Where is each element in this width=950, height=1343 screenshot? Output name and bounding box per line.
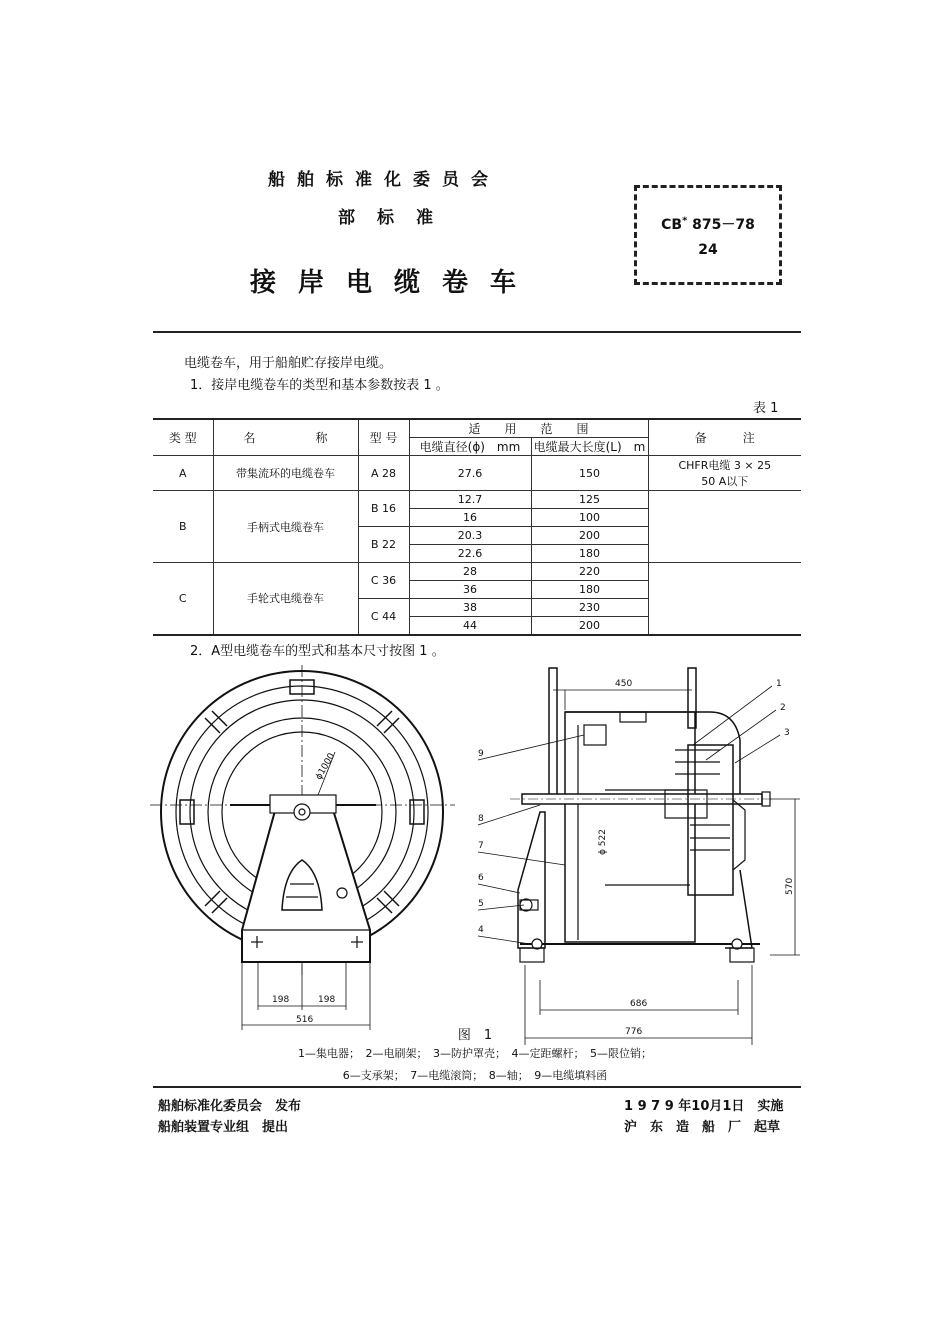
dim-198-left: 198 [272,995,290,1005]
standard-type-heading: 部标准 [338,208,455,228]
callout: 9 [478,749,484,759]
dim-d522: ϕ 522 [598,829,608,855]
footer-publisher: 船舶标准化委员会 发布 [158,1099,302,1114]
front-view [150,665,455,1030]
table-cell: 180 [531,581,648,599]
side-view [478,668,800,1045]
footer-drafter: 沪 东 造 船 厂 起草 [624,1120,781,1135]
table-cell: A 28 [358,456,409,491]
figure-caption: 图 1 [457,1028,493,1043]
intro-line-1: 电缆卷车，用于船舶贮存接岸电缆。 [184,356,393,371]
dim-516: 516 [296,1015,314,1025]
table-cell-note [648,563,801,635]
table-label: 表 1 [753,401,779,416]
table-cell: 230 [531,599,648,617]
header-name: 名 称 [213,419,358,456]
table-cell: C 44 [358,599,409,635]
dim-198-right: 198 [318,995,336,1005]
table-cell: 38 [409,599,531,617]
dim-570: 570 [785,877,795,895]
table-cell: A [153,456,213,491]
table-cell: 125 [531,491,648,509]
table-cell: 带集流环的电缆卷车 [213,456,358,491]
table-cell: 200 [531,527,648,545]
callout: 7 [478,841,484,851]
header-note: 备 注 [648,419,801,456]
table-cell-note: CHFR电缆 3 × 25 50 A以下 [648,456,801,491]
header-length: 电缆最大长度(L) m [531,438,648,456]
callout: 8 [478,814,484,824]
callout: 5 [478,899,484,909]
table-cell: 36 [409,581,531,599]
table-cell: C [153,563,213,635]
table-cell: 20.3 [409,527,531,545]
dim-d1000: ϕ1000 [314,751,338,782]
header-model: 型 号 [358,419,409,456]
table-cell: 28 [409,563,531,581]
callout: 6 [478,873,484,883]
table-cell: B [153,491,213,563]
header-type: 类 型 [153,419,213,456]
page-title: 接岸电缆卷车 [250,268,539,298]
table-cell: 12.7 [409,491,531,509]
intro-line-2: 1．接岸电缆卷车的类型和基本参数按表 1 。 [190,378,449,393]
figure-1-drawing [0,655,950,1055]
figure-legend-2: 6—支承架； 7—电缆滚筒； 8—轴； 9—电缆填料函 [342,1069,608,1082]
table-cell: 200 [531,617,648,635]
table-cell: 220 [531,563,648,581]
dim-450: 450 [615,679,633,689]
table-cell-note [648,491,801,563]
standard-code: CB* 875－78 [661,215,755,233]
dim-686: 686 [630,999,648,1009]
committee-heading: 船舶标准化委员会 [268,170,500,190]
table-cell: 手柄式电缆卷车 [213,491,358,563]
table-cell: 16 [409,509,531,527]
bottom-rule [153,1086,801,1088]
table-cell: B 22 [358,527,409,563]
standard-number-box [634,185,782,285]
dim-776: 776 [625,1027,643,1037]
callout: 2 [780,703,786,713]
footer-effective-date: 1 9 7 9 年10月1日 实施 [624,1099,784,1114]
table-cell: C 36 [358,563,409,599]
callout: 3 [784,728,790,738]
table-cell: 44 [409,617,531,635]
table-cell: 100 [531,509,648,527]
table-cell: 150 [531,456,648,491]
top-rule [153,331,801,333]
header-scope: 适 用 范 围 [409,419,648,438]
table-cell: 手轮式电缆卷车 [213,563,358,635]
footer-proposer: 船舶装置专业组 提出 [158,1120,289,1135]
callout: 1 [776,679,782,689]
callout: 4 [478,925,484,935]
parameter-table [153,418,801,636]
header-diameter: 电缆直径(ϕ) mm [409,438,531,456]
table-cell: 22.6 [409,545,531,563]
table-cell: 180 [531,545,648,563]
figure-legend-1: 1—集电器； 2—电刷架； 3—防护罩壳； 4—定距螺杆； 5—限位销； [298,1047,652,1060]
page-number: 24 [698,242,718,258]
section-2-text: 2．A型电缆卷车的型式和基本尺寸按图 1 。 [190,644,445,659]
table-cell: B 16 [358,491,409,527]
table-cell: 27.6 [409,456,531,491]
